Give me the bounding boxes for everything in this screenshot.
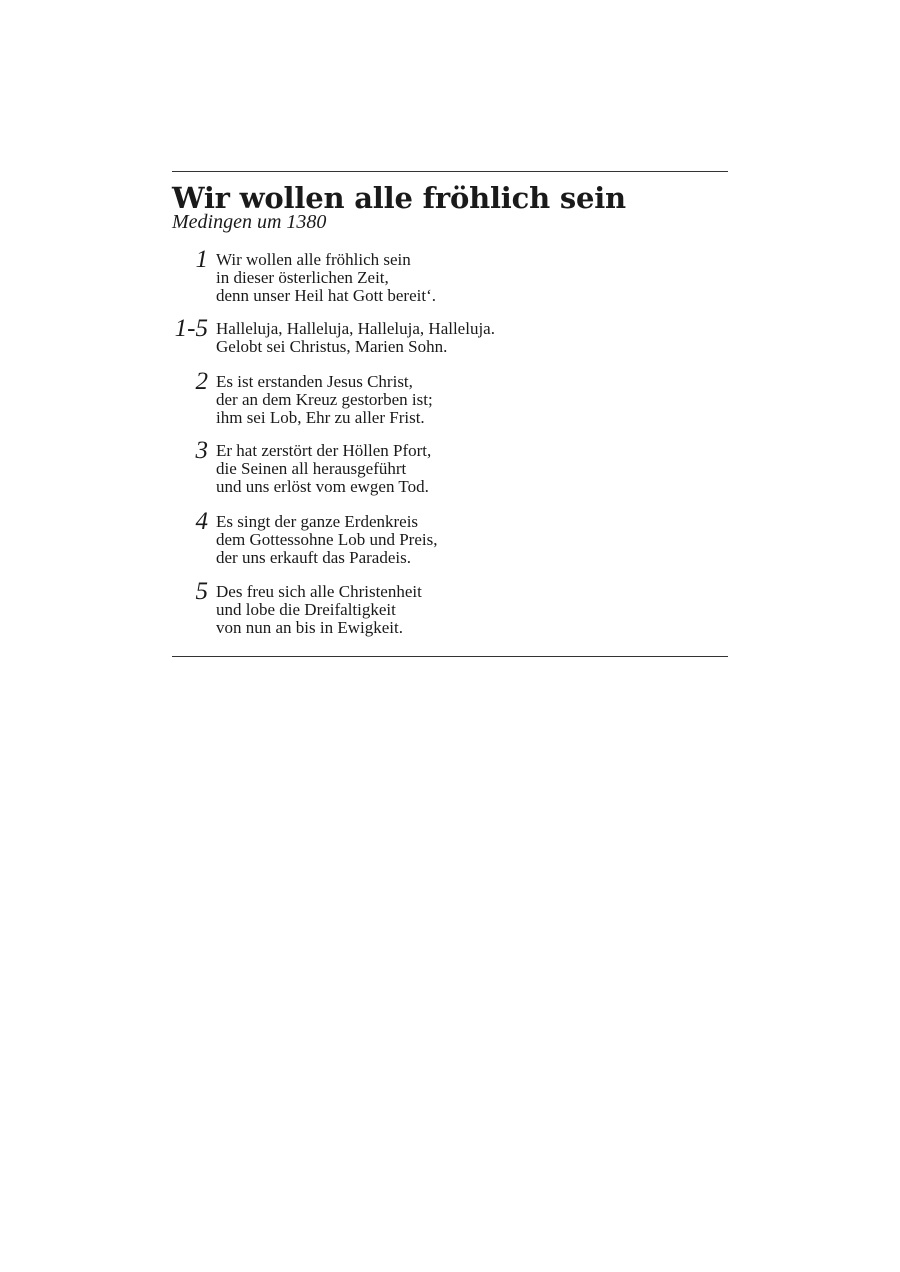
stanza-number: 5 [195,578,208,605]
stanza-line: Des freu sich alle Christenheit [216,582,422,601]
stanza-line: der an dem Kreuz gestorben ist; [216,390,433,409]
stanza-line: Wir wollen alle fröhlich sein [216,250,411,269]
stanza-line: die Seinen all herausgeführt [216,459,407,478]
stanza-number: 4 [195,508,208,535]
stanza-line: ihm sei Lob, Ehr zu aller Frist. [216,408,425,427]
stanza-number: 2 [195,368,208,395]
stanza-line: Halleluja, Halleluja, Halleluja, Halleluja. [216,319,495,338]
stanza-lines [216,373,433,427]
stanza-line: in dieser österlichen Zeit, [216,268,389,287]
stanza-number: 1 [195,246,208,273]
stanza-line: und lobe die Dreifaltigkeit [216,600,396,619]
stanza-number: 3 [195,437,208,464]
stanza-line: Gelobt sei Christus, Marien Sohn. [216,337,448,356]
stanza-line: dem Gottessohne Lob und Preis, [216,530,438,549]
stanza-line: Es singt der ganze Erdenkreis [216,512,419,531]
stanza-lines [216,583,422,637]
stanza-lines [216,442,431,496]
stanza-lines [216,320,495,356]
stanza-lines [216,251,436,305]
top-rule [172,171,728,172]
stanza-line: von nun an bis in Ewigkeit. [216,618,403,637]
song-subtitle: Medingen um 1380 [172,211,327,233]
stanza-number: 1-5 [174,315,208,342]
stanza-line: und uns erlöst vom ewgen Tod. [216,477,429,496]
bottom-rule [172,656,728,657]
stanza-line: denn unser Heil hat Gott bereit‘. [216,286,436,305]
stanza-line: der uns erkauft das Paradeis. [216,548,411,567]
stanza-lines [216,513,437,567]
stanza-line: Er hat zerstört der Höllen Pfort, [216,441,432,460]
song-title: Wir wollen alle fröhlich sein [172,181,626,215]
stanza-line: Es ist erstanden Jesus Christ, [216,372,413,391]
